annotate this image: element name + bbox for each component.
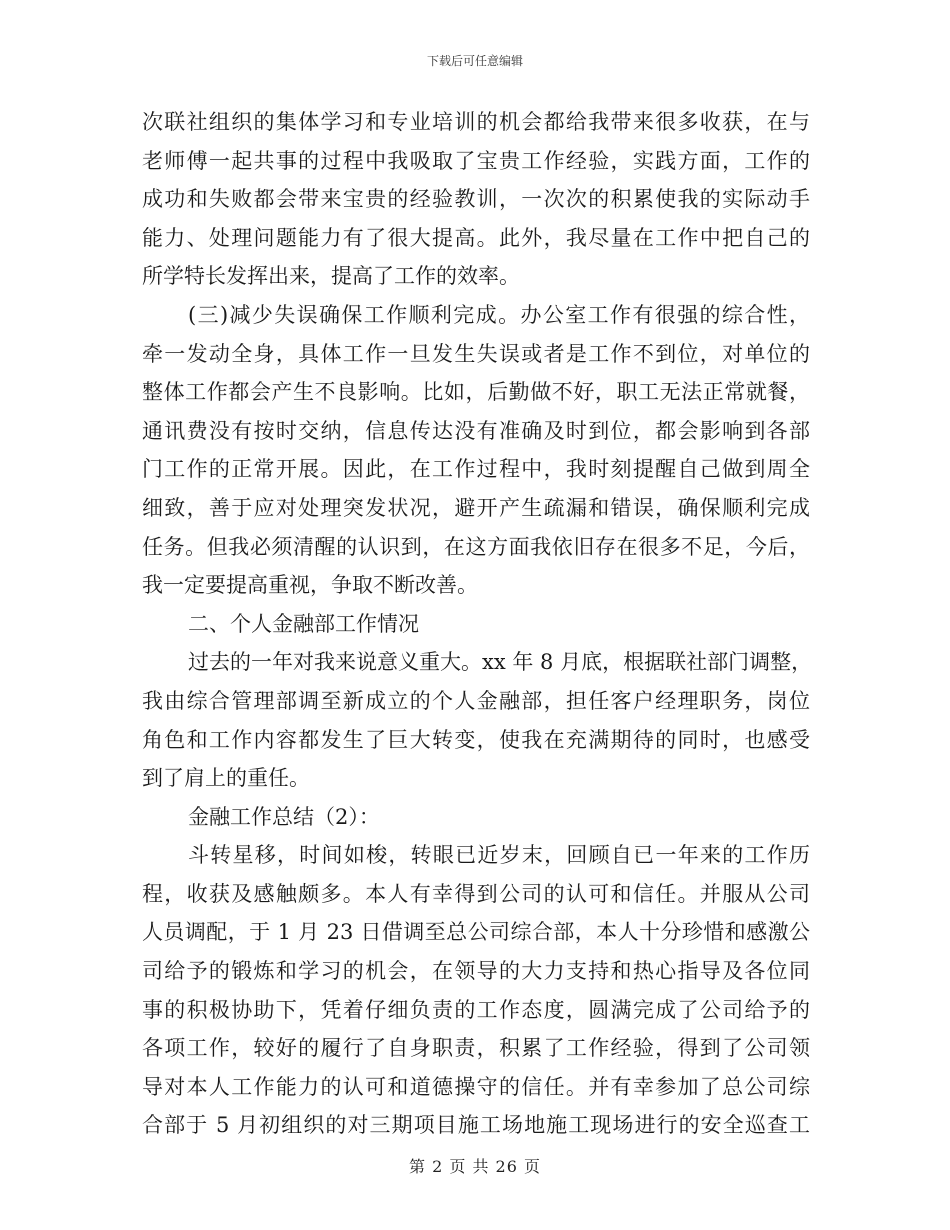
text-line: 能力、处理问题能力有了很大提高。此外，我尽量在工作中把自己的 xyxy=(142,225,810,250)
text-line: 人员调配，于 1 月 23 日借调至总公司综合部，本人十分珍惜和感激公 xyxy=(142,920,810,945)
text-line: 事的积极协助下，凭着仔细负责的工作态度，圆满完成了公司给予的 xyxy=(142,997,810,1022)
text-line: 细致，善于应对处理突发状况，避开产生疏漏和错误，确保顺利完成 xyxy=(142,495,810,520)
text-line: 我一定要提高重视，争取不断改善。 xyxy=(142,573,478,598)
text-line: 各项工作，较好的履行了自身职责，积累了工作经验，得到了公司领 xyxy=(142,1036,810,1061)
text-line: 整体工作都会产生不良影响。比如，后勤做不好，职工无法正常就餐， xyxy=(142,380,810,405)
section-heading: 二、个人金融部工作情况 xyxy=(188,611,419,636)
text-line: 程，收获及感触颇多。本人有幸得到公司的认可和信任。并服从公司 xyxy=(142,881,810,906)
text-line: 门工作的正常开展。因此，在工作过程中，我时刻提醒自己做到周全 xyxy=(142,457,810,482)
document-body xyxy=(142,103,813,1145)
page-header: 下载后可任意编辑 xyxy=(426,54,523,68)
text-line: 合部于 5 月初组织的对三期项目施工场地施工现场进行的安全巡查工 xyxy=(142,1113,810,1138)
text-line: 牵一发动全身，具体工作一旦发生失误或者是工作不到位，对单位的 xyxy=(142,341,810,366)
text-line: 过去的一年对我来说意义重大。xx 年 8 月底，根据联社部门调整， xyxy=(188,650,813,675)
text-line: 通讯费没有按时交纳，信息传达没有准确及时到位，都会影响到各部 xyxy=(142,418,810,443)
text-line: 任务。但我必须清醒的认识到，在这方面我依旧存在很多不足，今后， xyxy=(142,534,810,559)
page-number: 第 2 页 共 26 页 xyxy=(409,1157,541,1176)
text-line: 老师傅一起共事的过程中我吸取了宝贵工作经验，实践方面，工作的 xyxy=(142,148,810,173)
text-line: 司给予的锻炼和学习的机会，在领导的大力支持和热心指导及各位同 xyxy=(142,959,810,984)
text-line: 导对本人工作能力的认可和道德操守的信任。并有幸参加了总公司综 xyxy=(142,1074,810,1099)
text-line: (三)减少失误确保工作顺利完成。办公室工作有很强的综合性， xyxy=(188,302,810,327)
text-line: 角色和工作内容都发生了巨大转变，使我在充满期待的同时，也感受 xyxy=(142,727,810,752)
text-line: 我由综合管理部调至新成立的个人金融部，担任客户经理职务，岗位 xyxy=(142,688,810,713)
text-line: 成功和失败都会带来宝贵的经验教训，一次次的积累使我的实际动手 xyxy=(142,187,810,212)
text-line: 次联社组织的集体学习和专业培训的机会都给我带来很多收获，在与 xyxy=(142,110,810,134)
section-heading: 金融工作总结（2）： xyxy=(188,804,380,829)
text-line: 斗转星移，时间如梭，转眼已近岁末，回顾自已一年来的工作历 xyxy=(188,843,810,868)
text-line: 所学特长发挥出来，提高了工作的效率。 xyxy=(142,264,520,289)
text-line: 到了肩上的重任。 xyxy=(142,766,310,791)
